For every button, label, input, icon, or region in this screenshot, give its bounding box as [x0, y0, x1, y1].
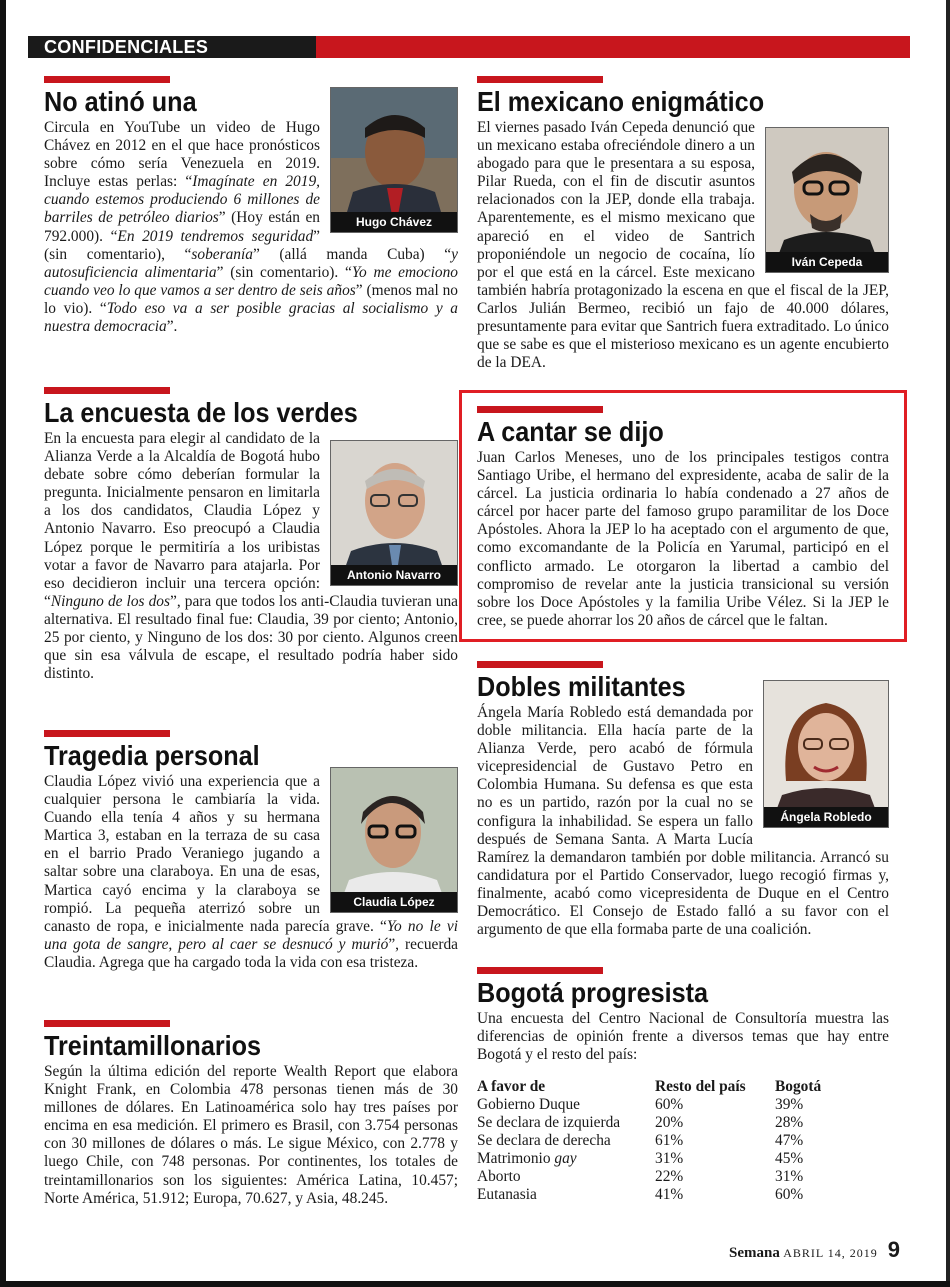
table-cell: 39% [775, 1096, 804, 1114]
headline-rule [477, 967, 603, 974]
text-run: Según la última edición del reporte Wealth Report que elabora Knight Frank, en Colombia 478 personas tienen más de 30 millones de dólares. En Latinoamérica solo hay tres países por encima en esa medición. El primero es Brasil, con 3.754 personas con 30 millones de dólares o más. Le sigue México, con 2.778 y luego Chile, con 748 personas. Por continentes, los totales de treintamillonarios son los siguientes: América Latina, 10.457; Norte América, 51.912; Europa, 70.627, y Asia, 48.245. [44, 1063, 458, 1207]
table-cell: Se declara de derecha [477, 1132, 611, 1150]
photo-caption: Claudia López [331, 892, 457, 912]
headline: A cantar se dijo [477, 416, 664, 447]
headline-rule [44, 76, 170, 83]
text-run: ” (menos mal no lo vio). “ [44, 281, 459, 317]
text-run: Ángela María Robledo está demandada por doble militancia. Ella hacía parte de la Alianza Verde, pero acabó de fórmula vicepresidencial de Gustavo Petro en Colombia Humana. Su defensa es que esta no es un partido, razón por la cual no se configura la inhabilidad. Se espera un fallo después de Semana Santa. A Marta Lucía Ramírez la demandaron también por doble militancia. Arrancó su candidatura por el Partido Conservador, luego recogió firmas y, finalmente, acabó como vicepresidenta de Duque en el Centro Democrático. El Consejo de Estado falló a su favor con el argumento de que ella formaba parte de una coalición. [477, 704, 889, 939]
photo-ivan-cepeda [765, 127, 889, 273]
section-label-box [28, 36, 316, 58]
headline: Treintamillonarios [44, 1030, 262, 1061]
photo-hugo-chavez [330, 87, 458, 233]
article-dobles [477, 661, 889, 939]
text-run: ”, recuerda Claudia. Agrega que ha cargado toda la vida con esa tristeza. [44, 935, 458, 971]
issue-date: ABRIL 14, 2019 [783, 1246, 878, 1260]
article-body [477, 449, 889, 630]
table-cell: 20% [655, 1114, 684, 1132]
headline-rule [44, 730, 170, 737]
survey-table [477, 1078, 821, 1204]
quote: Yo no le vi una gota de sangre, pero al caer se desnucó y murió [44, 917, 458, 953]
table-cell: 60% [655, 1096, 684, 1114]
page-footer [729, 1237, 900, 1263]
headline-rule [477, 76, 603, 83]
quote: Yo me emociono cuando veo lo que vamos a ser dentro de seis años [44, 263, 458, 299]
table-cell: Matrimonio gay [477, 1150, 577, 1168]
table-cell: 61% [655, 1132, 684, 1150]
quote: Ninguno de los dos [50, 592, 170, 610]
text-run: ” (sin comentario), “ [44, 227, 321, 263]
table-row [477, 1132, 821, 1150]
text-run: Juan Carlos Meneses, uno de los principales testigos contra Santiago Uribe, el hermano del expresidente, acaba de salir de la cárcel. La justicia ordinaria lo había condenado a 27 años de cárcel por hacer parte del famoso grupo paramilitar de los Doce Apóstoles. Ahora la JEP lo ha aceptado con el argumento de que, como excomandante de la Policía en Yarumal, participó en el conflicto armado. Le otorgaron la libertad a cambio del compromiso de revelar ante la justicia transicional su versión sobre los Doce Apóstoles y la familia Uribe Vélez. Si la JEP le cree, se puede ahorrar los 20 años de cárcel que le faltan. [477, 449, 889, 629]
table-cell: Se declara de izquierda [477, 1114, 621, 1132]
article-body [44, 773, 458, 972]
article-body [44, 430, 458, 683]
table-header-row [477, 1078, 821, 1096]
headline-rule [477, 661, 603, 668]
table-cell: 31% [775, 1168, 804, 1186]
portrait-image [331, 768, 457, 912]
quote: soberanía [191, 245, 253, 263]
page-edge [946, 0, 950, 1287]
headline: Dobles militantes [477, 671, 686, 702]
column-header: Bogotá [775, 1078, 822, 1096]
article-no-atino [44, 76, 458, 336]
text-run: Una encuesta del Centro Nacional de Consultoría muestra las diferencias de opinión frente a diversos temas que hay entre Bogotá y el resto del país: [477, 1010, 889, 1064]
article-bogota [477, 967, 889, 1204]
section-header [28, 36, 910, 58]
quote: En 2019 tendremos seguridad [117, 227, 314, 245]
magazine-name: Semana [729, 1245, 780, 1261]
text-run: ” (allá manda Cuba) “ [252, 245, 452, 263]
table-row [477, 1150, 821, 1168]
photo-caption: Hugo Chávez [331, 212, 457, 232]
table-cell: 41% [655, 1186, 684, 1204]
table-cell: 47% [775, 1132, 804, 1150]
article-cantar [477, 406, 889, 630]
photo-antonio-navarro [330, 440, 458, 586]
photo-caption: Iván Cepeda [766, 252, 888, 272]
headline-rule [44, 1020, 170, 1027]
page-number: 9 [887, 1237, 900, 1262]
headline: Bogotá progresista [477, 977, 709, 1008]
photo-caption: Ángela Robledo [764, 807, 888, 827]
article-body [477, 704, 889, 939]
portrait-image [764, 681, 888, 827]
text-run: ”. [166, 318, 178, 336]
table-cell: Gobierno Duque [477, 1096, 581, 1114]
table-row [477, 1186, 821, 1204]
article-body [44, 119, 458, 336]
table-cell: 28% [775, 1114, 804, 1132]
table-cell: 60% [775, 1186, 804, 1204]
article-treinta [44, 1020, 458, 1208]
table-row [477, 1096, 821, 1114]
headline-rule [44, 387, 170, 394]
photo-claudia-lopez [330, 767, 458, 913]
table-row [477, 1114, 821, 1132]
column-header: Resto del país [655, 1078, 746, 1096]
quote: y autosuficiencia alimentaria [44, 245, 458, 281]
table-cell: 31% [655, 1150, 684, 1168]
table-cell: Aborto [477, 1168, 521, 1186]
article-encuesta-verdes [44, 387, 458, 683]
article-mexicano [477, 76, 889, 372]
text-run: El viernes pasado Iván Cepeda denunció que un mexicano estaba ofreciéndole dinero a un abogado para que le presentara a su esposa, Pilar Rueda, con el fin de discutir asuntos relacionados con la JEP, donde ella trabaja. Aparentemente, es el mismo mexicano que apareció en el video de Santrich proponiéndole un negocio de cocaína, lío por el que está en la cárcel. Este mexicano también habría protagonizado la escena en que el fiscal de la JEP, Carlos Julián Bermeo, recibió un fajo de 40.000 dólares, presuntamente para evitar que Santrich fuera extraditado. Lo único que se sabe es que el misterioso mexicano es un agente encubierto de la DEA. [477, 119, 889, 372]
portrait-image [331, 441, 457, 585]
portrait-image [331, 88, 457, 232]
headline: No atinó una [44, 86, 197, 117]
article-body [44, 1063, 458, 1208]
text-run: Claudia López vivió una experiencia que a cualquier persona le cambiaría la vida. Cuando ella tenía 4 años y su hermana Martica 3, estaban en la terraza de su casa en el barrio Prado Veraniego jugando a saltar sobre una claraboya. En una de esas, Martica cayó encima y la claraboya se rompió. La pequeña aterrizó sobre un canasto de ropa, e inicialmente nada parecía grave. “ [44, 773, 387, 935]
text-run: ” (sin comentario). “ [216, 263, 352, 281]
photo-angela-robledo [763, 680, 889, 828]
column-header: A favor de [477, 1078, 546, 1096]
portrait-image [766, 128, 888, 272]
text-run: En la encuesta para elegir al candidato de la Alianza Verde a la Alcaldía de Bogotá hubo debate sobre cómo deberían formular la pregunta. Inicialmente pensaron en limitarla a los dos candidatos, Claudia López y Antonio Navarro. Eso preocupó a Claudia López porque le permitiría a los uribistas votar a favor de Navarro para atajarla. Por eso decidieron incluir una tercera opción: “ [44, 430, 320, 610]
article-body [477, 1010, 889, 1064]
table-cell: 22% [655, 1168, 684, 1186]
page-edge [0, 0, 6, 1287]
section-accent-bar [316, 36, 910, 58]
headline: Tragedia personal [44, 740, 260, 771]
article-tragedia [44, 730, 458, 972]
page-edge [0, 1281, 950, 1287]
text-run: ”, para que todos los anti-Claudia tuvieran una alternativa. El resultado final fue: Claudia, 39 por ciento; Antonio, 25 por ciento, y Ninguno de los dos: 30 por ciento. Algunos creen que sin esa válvula de escape, el resultado podría haber sido distinto. [44, 592, 458, 683]
text-run: Circula en YouTube un video de Hugo Chávez en 2012 en el que hace pronósticos sobre cómo sería Venezuela en 2019. Incluye estas perlas: “ [44, 119, 320, 191]
section-label: CONFIDENCIALES [44, 37, 209, 57]
table-cell: 45% [775, 1150, 804, 1168]
photo-caption: Antonio Navarro [331, 565, 457, 585]
quote: Imagínate en 2019, cuando estemos produciendo 6 millones de barriles de petróleo diarios [44, 173, 320, 227]
headline: El mexicano enigmático [477, 86, 765, 117]
quote: Todo eso va a ser posible gracias al socialismo y a nuestra democracia [44, 299, 458, 336]
headline-rule [477, 406, 603, 413]
table-row [477, 1168, 821, 1186]
text-run: ” (Hoy están en 792.000). “ [44, 209, 320, 245]
table-cell: Eutanasia [477, 1186, 537, 1204]
article-body [477, 119, 889, 372]
headline: La encuesta de los verdes [44, 397, 358, 428]
